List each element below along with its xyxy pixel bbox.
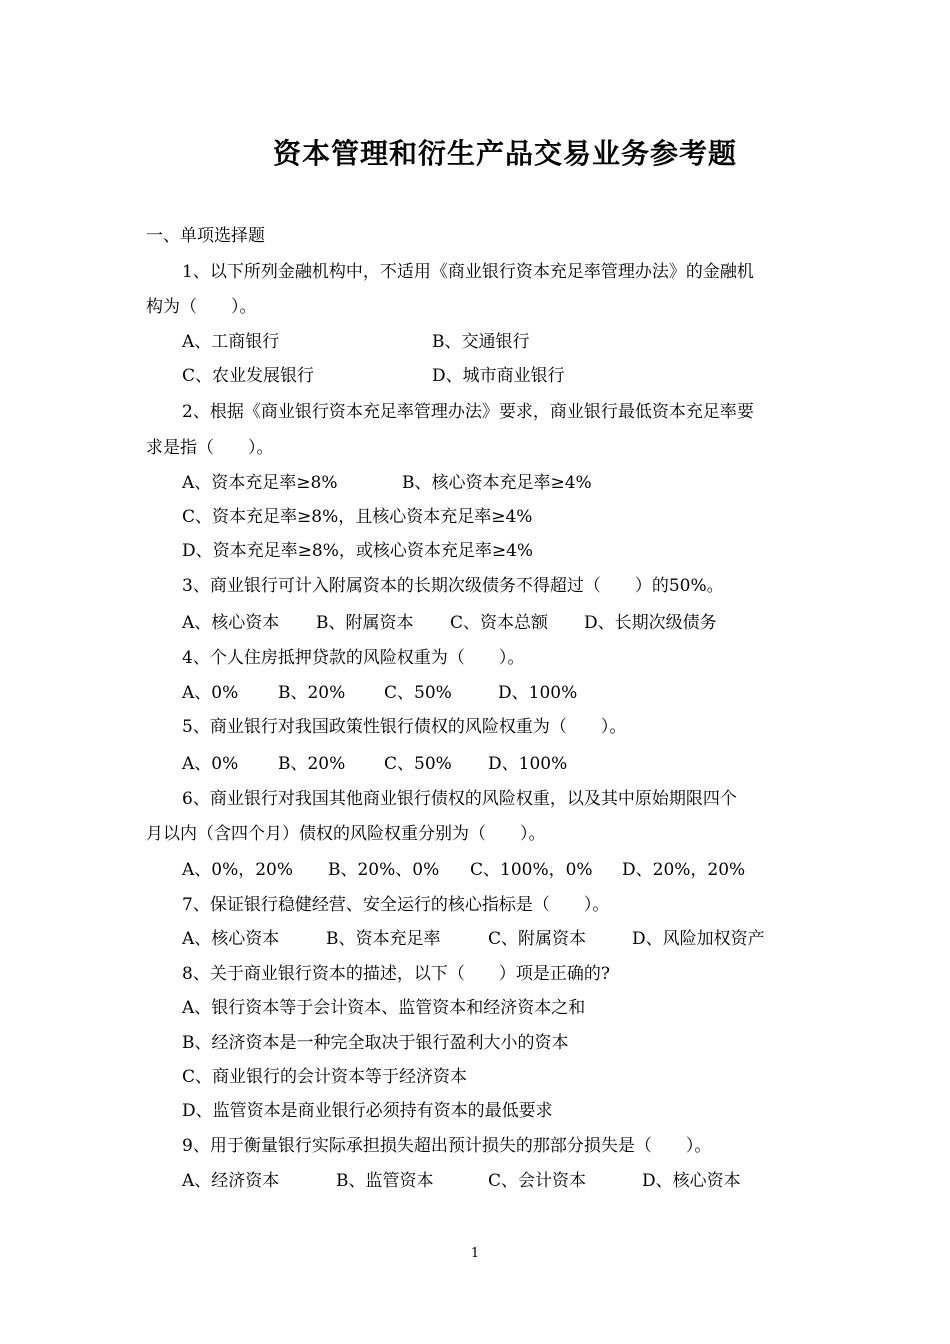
question-2-option-d: D、资本充足率≥8%，或核心资本充足率≥4% [182, 541, 534, 561]
page-title: 资本管理和衍生产品交易业务参考题 [272, 137, 737, 170]
question-7-option-c: C、附属资本 [488, 929, 587, 949]
question-9-option-d: D、核心资本 [642, 1171, 741, 1191]
question-8-option-a: A、银行资本等于会计资本、监管资本和经济资本之和 [182, 998, 586, 1018]
question-7-option-a: A、核心资本 [182, 929, 280, 949]
question-2-line-1: 2、根据《商业银行资本充足率管理办法》要求，商业银行最低资本充足率要 [182, 402, 754, 422]
question-5-option-b: B、20% [278, 754, 346, 774]
question-6-line-1: 6、商业银行对我国其他商业银行债权的风险权重，以及其中原始期限四个 [182, 789, 737, 809]
page-number: 1 [470, 1246, 480, 1261]
question-1-option-d: D、城市商业银行 [432, 366, 565, 386]
question-2-line-2: 求是指（ ）。 [146, 438, 274, 458]
question-1-option-b: B、交通银行 [432, 332, 530, 352]
question-9-option-b: B、监管资本 [336, 1171, 434, 1191]
question-4-option-a: A、0% [182, 683, 239, 703]
question-8-option-c: C、商业银行的会计资本等于经济资本 [182, 1067, 468, 1087]
question-6-option-d: D、20%，20% [622, 860, 746, 880]
question-4-option-d: D、100% [498, 683, 578, 703]
question-3-option-b: B、附属资本 [316, 613, 414, 633]
question-9-option-a: A、经济资本 [182, 1171, 280, 1191]
question-3-line-1: 3、商业银行可计入附属资本的长期次级债务不得超过（ ）的50%。 [182, 576, 724, 596]
question-3-option-a: A、核心资本 [182, 613, 280, 633]
question-8-line-1: 8、关于商业银行资本的描述，以下（ ）项是正确的? [182, 964, 610, 984]
question-6-option-c: C、100%，0% [470, 860, 593, 880]
question-7-line-1: 7、保证银行稳健经营、安全运行的核心指标是（ ）。 [182, 895, 610, 915]
question-8-option-b: B、经济资本是一种完全取决于银行盈利大小的资本 [182, 1033, 569, 1053]
question-5-option-d: D、100% [488, 754, 568, 774]
question-6-option-b: B、20%、0% [328, 860, 440, 880]
question-7-option-d: D、风险加权资产 [632, 929, 765, 949]
question-6-option-a: A、0%，20% [182, 860, 294, 880]
question-4-option-c: C、50% [384, 683, 452, 703]
question-8-option-d: D、监管资本是商业银行必须持有资本的最低要求 [182, 1101, 553, 1121]
question-9-option-c: C、会计资本 [488, 1171, 587, 1191]
question-1-line-2: 构为（ ）。 [146, 297, 257, 317]
question-4-line-1: 4、个人住房抵押贷款的风险权重为（ ）。 [182, 648, 525, 668]
question-2-option-b: B、核心资本充足率≥4% [402, 473, 592, 493]
question-2-option-c: C、资本充足率≥8%，且核心资本充足率≥4% [182, 507, 533, 527]
question-6-line-2: 月以内（含四个月）债权的风险权重分别为（ ）。 [146, 824, 546, 844]
question-5-line-1: 5、商业银行对我国政策性银行债权的风险权重为（ ）。 [182, 717, 627, 737]
section-heading: 一、单项选择题 [146, 226, 265, 246]
question-3-option-d: D、长期次级债务 [584, 613, 717, 633]
question-3-option-c: C、资本总额 [450, 613, 549, 633]
question-5-option-a: A、0% [182, 754, 239, 774]
question-1-option-a: A、工商银行 [182, 332, 280, 352]
question-1-line-1: 1、以下所列金融机构中，不适用《商业银行资本充足率管理办法》的金融机 [182, 262, 754, 282]
question-9-line-1: 9、用于衡量银行实际承担损失超出预计损失的那部分损失是（ ）。 [182, 1136, 712, 1156]
question-5-option-c: C、50% [384, 754, 452, 774]
question-4-option-b: B、20% [278, 683, 346, 703]
question-7-option-b: B、资本充足率 [326, 929, 441, 949]
question-2-option-a: A、资本充足率≥8% [182, 473, 338, 493]
question-1-option-c: C、农业发展银行 [182, 366, 315, 386]
